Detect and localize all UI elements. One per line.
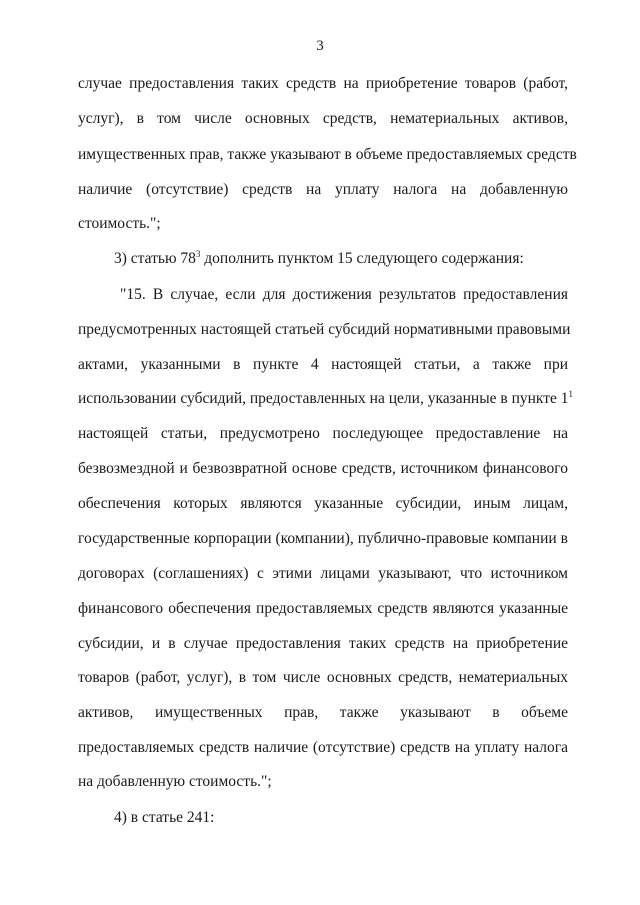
para15-line-4: [78, 388, 574, 409]
para15-line-4-superscript: 1: [568, 388, 574, 399]
para15-line-10: финансового обеспечения предоставляемых средств являются указанные: [78, 600, 568, 617]
item-4-heading: 4) в статье 241:: [114, 809, 215, 826]
para15-line-5: настоящей статьи, предусмотрено последующее предоставление на: [78, 425, 568, 442]
continuation-line-4: наличие (отсутствие) средств на уплату налога на добавленную: [78, 181, 568, 198]
para15-line-12: товаров (работ, услуг), в том числе основных средств, нематериальных: [78, 669, 568, 686]
para15-line-14: предоставляемых средств наличие (отсутствие) средств на уплату налога: [78, 739, 568, 756]
item-3-superscript: 3: [195, 248, 201, 259]
para15-line-1: "15. В случае, если для достижения результатов предоставления: [120, 286, 568, 303]
para15-line-3: актами, указанными в пункте 4 настоящей статьи, а также при: [78, 356, 568, 373]
para15-line-13: активов, имущественных прав, также указывают в объеме: [78, 704, 568, 721]
para15-line-4-text: использовании субсидий, предоставленных на цели, указанные в пункте 1: [78, 390, 569, 407]
item-3-text-post: дополнить пунктом 15 следующего содержания:: [200, 250, 524, 267]
para15-line-2: предусмотренных настоящей статьей субсидий нормативными правовыми: [78, 321, 571, 338]
item-3-text-pre: 3) статью 78: [114, 250, 196, 267]
continuation-line-1: случае предоставления таких средств на приобретение товаров (работ,: [78, 75, 568, 92]
item-3-heading: [114, 249, 568, 269]
para15-line-6: безвозмездной и безвозвратной основе средств, источником финансового: [78, 460, 568, 477]
para15-line-9: договорах (соглашениях) с этими лицами указывают, что источником: [78, 565, 568, 582]
para15-line-7: обеспечения которых являются указанные субсидии, иным лицам,: [78, 495, 568, 512]
para15-line-11: субсидии, и в случае предоставления таких средств на приобретение: [78, 635, 568, 652]
para15-line-8: государственные корпорации (компании), публично-правовые компании в: [78, 530, 568, 547]
continuation-line-2: услуг), в том числе основных средств, нематериальных активов,: [78, 110, 568, 127]
para15-line-15: на добавленную стоимость.";: [78, 773, 272, 790]
page-number: 3: [316, 38, 324, 54]
continuation-line-3: имущественных прав, также указывают в объеме предоставляемых средств: [78, 146, 577, 163]
continuation-line-5: стоимость.";: [78, 215, 161, 232]
